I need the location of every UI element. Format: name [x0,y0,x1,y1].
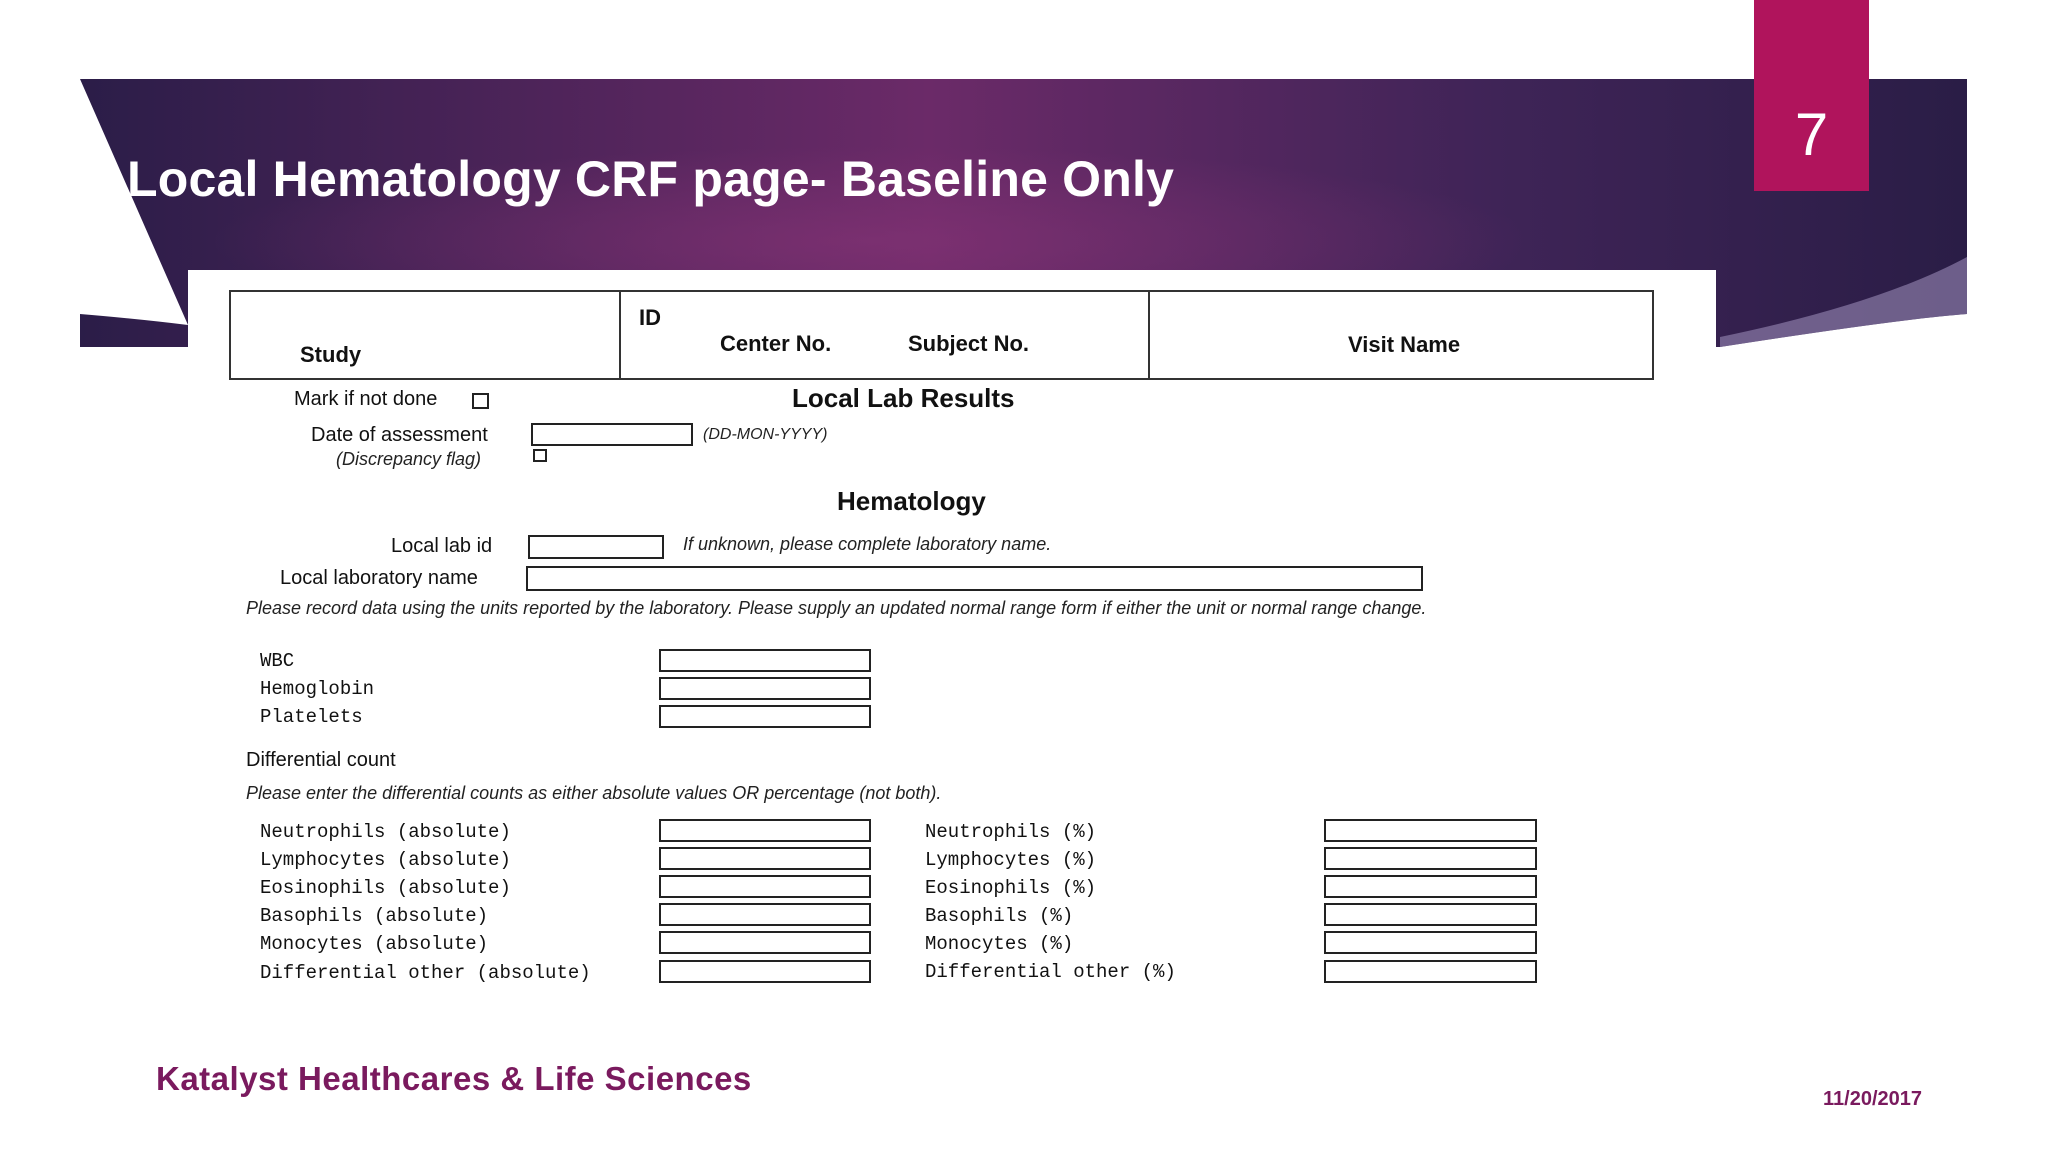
slide-number-tab [1754,0,1869,191]
mark-if-not-done-label: Mark if not done [294,388,438,410]
monocytes-absolute-field[interactable] [659,931,871,954]
date-of-assessment-label: Date of assessment [311,424,488,446]
monocytes-percent-label: Monocytes (%) [925,933,1074,955]
local-lab-id-label: Local lab id [391,535,493,557]
wbc-field[interactable] [659,649,871,672]
eosinophils-absolute-field[interactable] [659,875,871,898]
hemoglobin-label: Hemoglobin [260,678,375,700]
differential-count-heading: Differential count [246,749,396,771]
header-divider [1148,290,1150,380]
lymphocytes-percent-label: Lymphocytes (%) [925,849,1097,871]
center-no-label: Center No. [720,331,832,356]
hemoglobin-field[interactable] [659,677,871,700]
eosinophils-absolute-label: Eosinophils (absolute) [260,877,511,899]
differential-instruction: Please enter the differential counts as either absolute values OR percentage (not both). [246,783,942,803]
neutrophils-percent-label: Neutrophils (%) [925,821,1097,843]
visit-name-label: Visit Name [1348,332,1461,357]
discrepancy-flag-label: (Discrepancy flag) [336,449,482,469]
local-lab-id-field[interactable] [528,535,664,559]
basophils-percent-field[interactable] [1324,903,1537,926]
mark-if-not-done-checkbox[interactable] [472,393,489,409]
lab-id-hint: If unknown, please complete laboratory name. [683,534,1052,554]
units-instruction: Please record data using the units reported by the laboratory. Please supply an updated normal range form if either the unit or normal range change. [246,598,1427,618]
eosinophils-percent-label: Eosinophils (%) [925,877,1097,899]
basophils-absolute-field[interactable] [659,903,871,926]
neutrophils-percent-field[interactable] [1324,819,1537,842]
basophils-absolute-label: Basophils (absolute) [260,905,489,927]
wbc-label: WBC [260,650,295,672]
monocytes-absolute-label: Monocytes (absolute) [260,933,489,955]
eosinophils-percent-field[interactable] [1324,875,1537,898]
lymphocytes-absolute-field[interactable] [659,847,871,870]
neutrophils-absolute-label: Neutrophils (absolute) [260,821,511,843]
local-laboratory-name-field[interactable] [526,566,1423,591]
differential-other-absolute-field[interactable] [659,960,871,983]
date-of-assessment-field[interactable] [531,423,693,446]
monocytes-percent-field[interactable] [1324,931,1537,954]
local-laboratory-name-label: Local laboratory name [280,567,478,589]
id-label: ID [639,305,661,330]
slide-title: Local Hematology CRF page- Baseline Only [127,151,1175,207]
subject-no-label: Subject No. [908,331,1030,356]
differential-other-percent-label: Differential other (%) [925,961,1176,983]
differential-other-absolute-label: Differential other (absolute) [260,962,591,984]
header-divider [619,290,621,380]
neutrophils-absolute-field[interactable] [659,819,871,842]
platelets-field[interactable] [659,705,871,728]
local-lab-results-heading: Local Lab Results [792,383,1015,413]
differential-other-percent-field[interactable] [1324,960,1537,983]
slide-number: 7 [1794,101,1829,168]
lymphocytes-absolute-label: Lymphocytes (absolute) [260,849,511,871]
basophils-percent-label: Basophils (%) [925,905,1074,927]
platelets-label: Platelets [260,706,363,728]
footer-date: 11/20/2017 [1823,1088,1922,1110]
date-format-hint: (DD-MON-YYYY) [703,426,828,443]
footer-company: Katalyst Healthcares & Life Sciences [156,1060,752,1097]
discrepancy-flag-checkbox[interactable] [533,449,547,462]
hematology-heading: Hematology [837,486,986,516]
lymphocytes-percent-field[interactable] [1324,847,1537,870]
study-label: Study [300,342,362,367]
